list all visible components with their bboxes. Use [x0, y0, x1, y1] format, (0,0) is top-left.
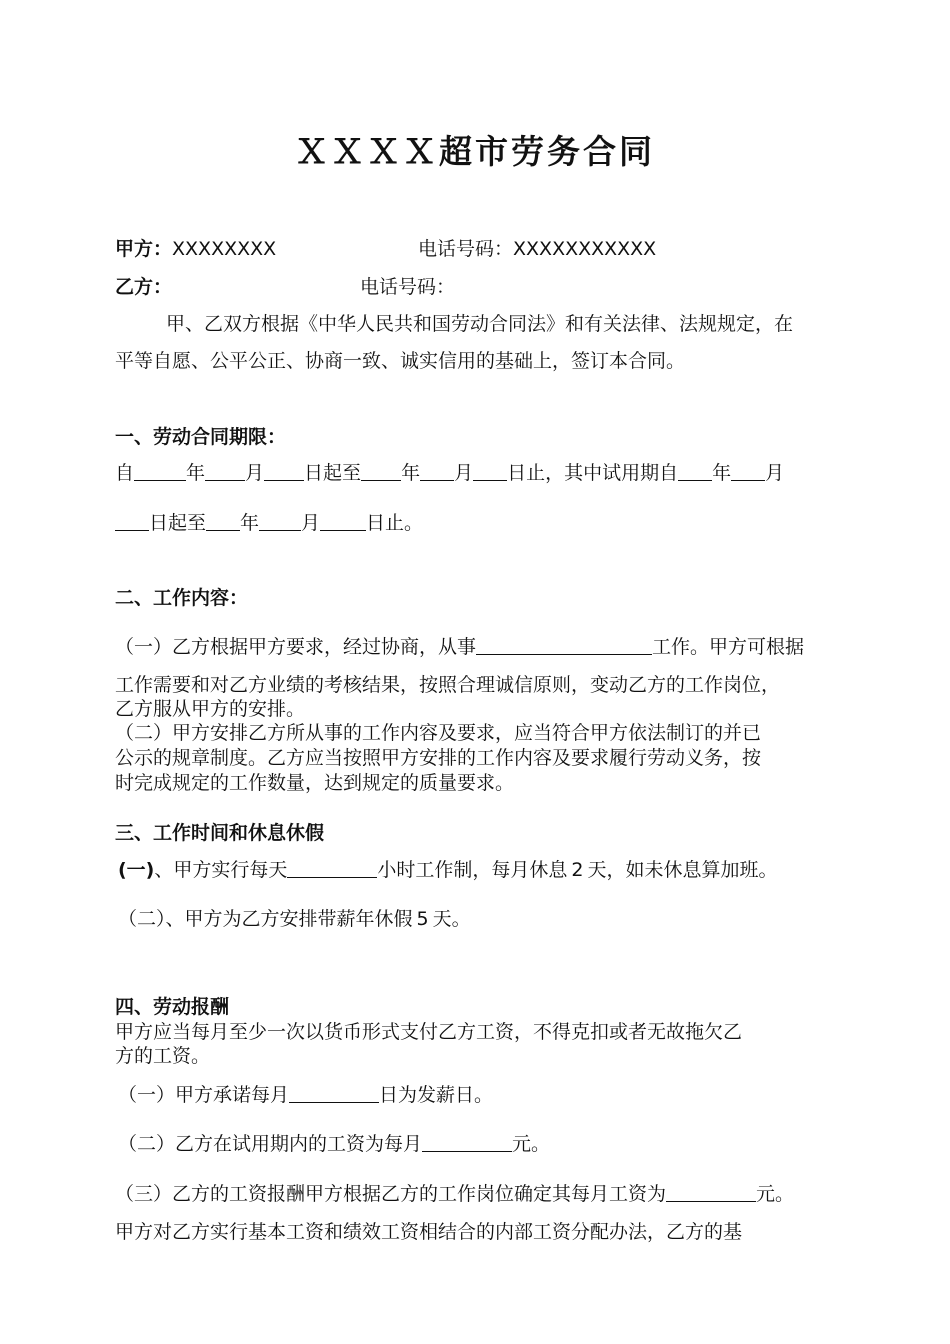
term-text: 日起至 — [149, 512, 207, 534]
blank-probation-end-year[interactable] — [206, 512, 240, 531]
term-line-2 — [115, 511, 423, 535]
intro-line-2: 平等自愿、公平公正、协商一致、诚实信用的基础上，签订本合同。 — [115, 350, 686, 372]
pay-text: （一）甲方承诺每月 — [118, 1084, 290, 1106]
blank-start-year[interactable] — [134, 462, 186, 481]
pay-structure-line: 甲方对乙方实行基本工资和绩效工资相结合的内部工资分配办法，乙方的基 — [115, 1221, 743, 1243]
section-3-title: 三、工作时间和休息休假 — [115, 822, 325, 844]
leave-line — [118, 907, 471, 931]
blank-probation-end-month[interactable] — [259, 512, 301, 531]
party-a-label: 甲方： — [115, 238, 173, 260]
document-title: ＸＸＸＸ超市劳务合同 — [295, 132, 655, 171]
party-a-phone-label: 电话号码： — [418, 238, 514, 260]
work-content-line-6: 时完成规定的工作数量，达到规定的质量要求。 — [115, 772, 515, 794]
pay-text: （二）乙方在试用期内的工资为每月 — [118, 1133, 423, 1155]
payday-line — [118, 1083, 493, 1107]
intro-line-1: 甲、乙双方根据《中华人民共和国劳动合同法》和有关法律、法规规定，在 — [166, 313, 794, 335]
blank-end-day[interactable] — [473, 462, 507, 481]
hours-text: (一) — [118, 859, 155, 881]
hours-text: 天，如未休息算加班。 — [587, 859, 778, 881]
work-content-line-2: 工作需要和对乙方业绩的考核结果，按照合理诚信原则，变动乙方的工作岗位， — [115, 674, 781, 696]
hours-line — [118, 858, 778, 882]
term-text: 月 — [765, 462, 785, 484]
pay-text: （三）乙方的工资报酬甲方根据乙方的工作岗位确定其每月工资为 — [115, 1183, 667, 1205]
term-text: 日止，其中试用期自 — [507, 462, 679, 484]
term-text: 月 — [301, 512, 321, 534]
term-text: 月 — [245, 462, 265, 484]
blank-probation-end-day[interactable] — [320, 512, 366, 531]
term-text: 年 — [186, 462, 206, 484]
blank-end-month[interactable] — [420, 462, 454, 481]
party-a-phone-line — [418, 237, 656, 261]
term-line-1 — [115, 461, 784, 485]
party-b-phone-line — [360, 275, 455, 299]
term-text: 日止。 — [366, 512, 424, 534]
hours-text: 小时工作制，每月休息 — [377, 859, 568, 881]
blank-monthly-salary[interactable] — [666, 1183, 756, 1202]
section-2-title: 二、工作内容： — [115, 587, 249, 609]
blank-probation-day[interactable] — [115, 512, 149, 531]
section-1-title: 一、劳动合同期限： — [115, 426, 287, 448]
work-content-line-4: （二）甲方安排乙方所从事的工作内容及要求，应当符合甲方依法制订的并已 — [115, 722, 762, 744]
pay-text: 日为发薪日。 — [379, 1084, 494, 1106]
hours-text: 、甲方实行每天 — [154, 859, 288, 881]
party-b-phone-label: 电话号码： — [360, 276, 456, 298]
work-content-line-3: 乙方服从甲方的安排。 — [115, 698, 306, 720]
work-text: 工作。甲方可根据 — [652, 636, 805, 658]
leave-days-value: 5 — [416, 908, 429, 930]
blank-probation-year[interactable] — [678, 462, 712, 481]
party-a-value: XXXXXXXX — [172, 238, 277, 260]
party-b-line — [115, 275, 172, 299]
work-content-line-5: 公示的规章制度。乙方应当按照甲方安排的工作内容及要求履行劳动义务，按 — [115, 747, 762, 769]
term-text: 年 — [401, 462, 421, 484]
blank-start-month[interactable] — [205, 462, 245, 481]
term-text: 年 — [240, 512, 260, 534]
blank-job-title[interactable] — [476, 636, 652, 655]
blank-daily-hours[interactable] — [287, 859, 377, 878]
blank-probation-salary[interactable] — [422, 1133, 512, 1152]
party-a-phone-value: XXXXXXXXXXX — [513, 238, 657, 260]
pay-text: 元。 — [756, 1183, 795, 1205]
blank-start-day[interactable] — [264, 462, 304, 481]
monthly-pay-line — [115, 1182, 794, 1206]
pay-intro-line-2: 方的工资。 — [115, 1045, 211, 1067]
term-text: 日起至 — [304, 462, 362, 484]
rest-days-value: 2 — [571, 859, 584, 881]
term-text: 自 — [115, 462, 135, 484]
blank-payday[interactable] — [289, 1084, 379, 1103]
blank-end-year[interactable] — [361, 462, 401, 481]
probation-pay-line — [118, 1132, 550, 1156]
pay-intro-line-1: 甲方应当每月至少一次以货币形式支付乙方工资，不得克扣或者无故拖欠乙 — [115, 1021, 743, 1043]
term-text: 月 — [454, 462, 474, 484]
leave-text: 天。 — [432, 908, 471, 930]
term-text: 年 — [712, 462, 732, 484]
party-b-label: 乙方： — [115, 276, 173, 298]
work-text: （一）乙方根据甲方要求，经过协商，从事 — [115, 636, 477, 658]
section-4-title: 四、劳动报酬 — [115, 996, 230, 1018]
pay-text: 元。 — [512, 1133, 551, 1155]
leave-text: （二）、甲方为乙方安排带薪年休假 — [118, 908, 413, 930]
blank-probation-month[interactable] — [731, 462, 765, 481]
work-content-line-1 — [115, 635, 804, 659]
party-a-line — [115, 237, 276, 261]
